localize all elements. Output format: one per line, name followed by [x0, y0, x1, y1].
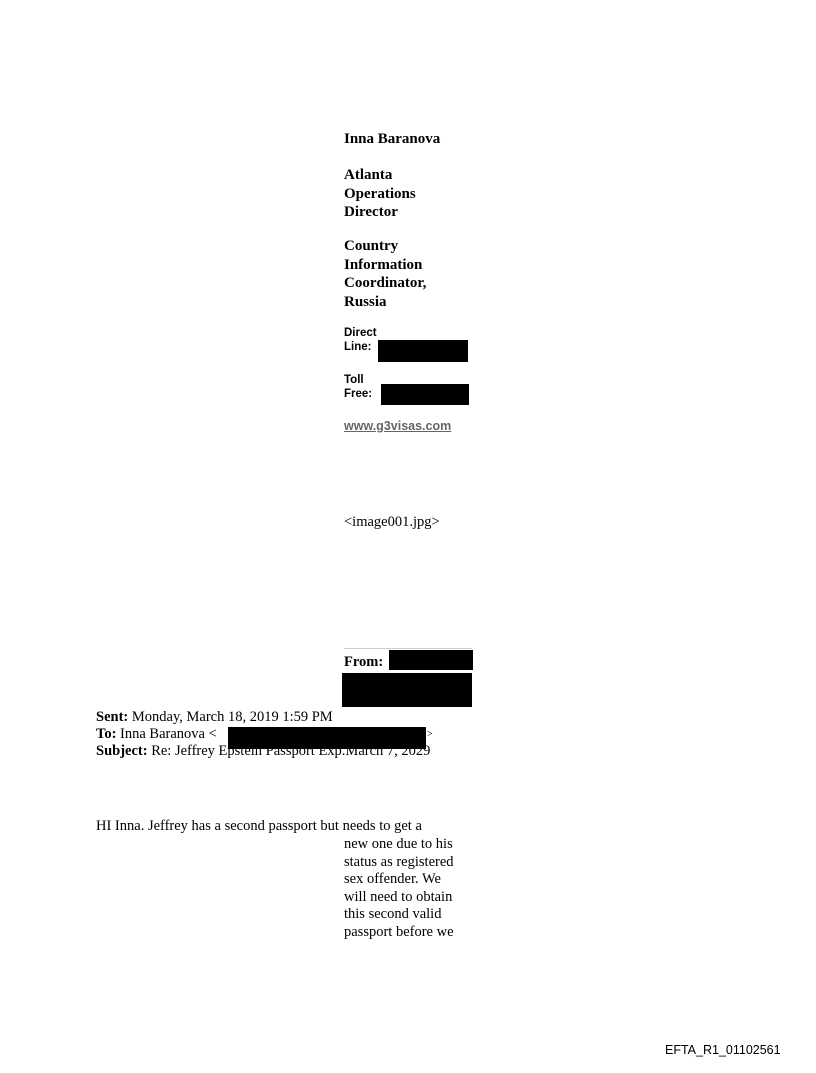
body-first-line: HI Inna. Jeffrey has a second passport but needs to get a: [96, 818, 422, 834]
sender-title: [344, 166, 454, 222]
to-label: To:: [96, 726, 117, 742]
subject-label: Subject:: [96, 743, 148, 759]
subject-value: Re: Jeffrey Epstein Passport Exp.March 7, 2029: [147, 743, 431, 759]
to-line: [96, 726, 217, 743]
sender-name: Inna Baranova: [344, 131, 441, 147]
to-value: Inna Baranova <: [116, 726, 217, 742]
toll-label-2: Free:: [344, 387, 373, 400]
to-close-bracket: >: [427, 729, 433, 740]
document-id: EFTA_R1_01102561: [665, 1043, 781, 1057]
sender-title-line: Operations: [344, 185, 416, 202]
body-line: sex offender. We: [344, 871, 441, 888]
direct-label-2: Line:: [344, 340, 372, 353]
attachment-placeholder: <image001.jpg>: [344, 514, 440, 530]
body-line: this second valid: [344, 906, 442, 923]
sender-title-line: Information: [344, 256, 423, 273]
redaction-box: [342, 673, 472, 707]
body-line: new one due to his: [344, 836, 453, 852]
body-continued: [344, 836, 474, 942]
body-line: passport before we: [344, 923, 454, 940]
direct-label-1: Direct: [344, 327, 377, 339]
redaction-box: [381, 384, 469, 405]
body-line: status as registered: [344, 853, 454, 870]
body-line: will need to obtain: [344, 888, 453, 905]
sender-title-line: Atlanta: [344, 167, 393, 183]
sender-title-line: Coordinator,: [344, 275, 427, 291]
sent-value: Monday, March 18, 2019 1:59 PM: [128, 709, 333, 725]
subject-line: [96, 743, 430, 760]
sender-title-line: Country: [344, 238, 399, 254]
toll-label-1: Toll: [344, 374, 364, 386]
direct-line-label: [344, 327, 377, 354]
toll-free-label: [344, 374, 372, 401]
website-link[interactable]: www.g3visas.com: [344, 419, 452, 433]
sender-title-line: Russia: [344, 293, 387, 310]
sent-label: Sent:: [96, 709, 129, 725]
from-label: From:: [344, 654, 384, 670]
redaction-box: [378, 340, 468, 362]
divider: [344, 648, 472, 649]
sent-line: [96, 709, 333, 726]
sender-title-2: [344, 237, 454, 311]
sender-title-line: Director: [344, 204, 398, 220]
redaction-box: [389, 650, 473, 670]
